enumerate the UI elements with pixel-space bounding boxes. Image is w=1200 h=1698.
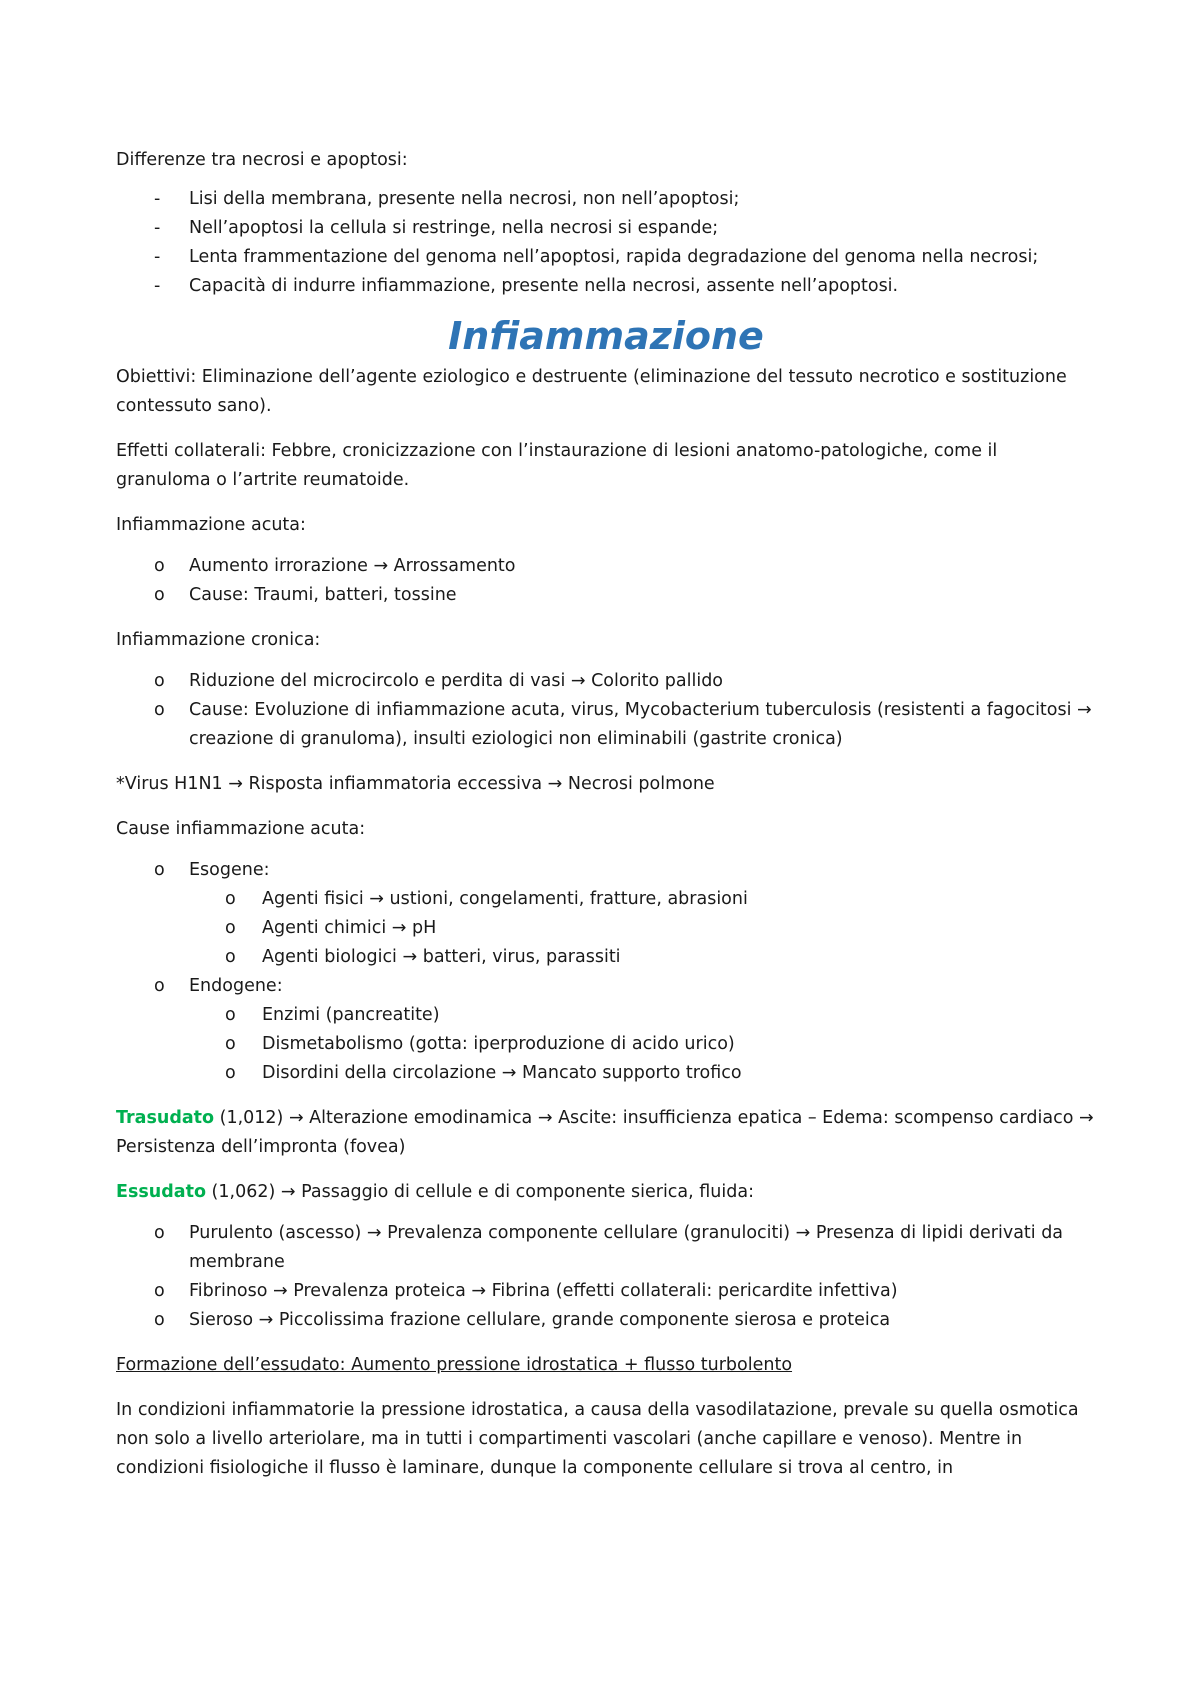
list-item (189, 1030, 1096, 1059)
cause-list (116, 856, 1096, 1088)
list-item-text: Riduzione del microcircolo e perdita di vasi → Colorito pallido (189, 671, 724, 691)
bullet-icon: o (225, 1005, 236, 1025)
page-title: Infiammazione (448, 314, 764, 358)
essudato-list (116, 1219, 1096, 1335)
cause-heading: Cause infiammazione acuta: (116, 819, 366, 839)
trasudato-paragraph (116, 1104, 1096, 1162)
list-item-text: Agenti chimici → pH (262, 918, 437, 938)
endogene-label: Endogene: (189, 976, 283, 996)
trasudato-label: Trasudato (116, 1108, 215, 1128)
virus-note: *Virus H1N1 → Risposta infiammatoria eccessiva → Necrosi polmone (116, 774, 715, 794)
acuta-list (116, 552, 1096, 610)
list-item: - Lenta frammentazione del genoma nell’apoptosi, rapida degradazione del genoma nella necrosi; (116, 243, 1096, 272)
essudato-paragraph (116, 1178, 1096, 1207)
document-page (116, 146, 1096, 1483)
obiettivi-paragraph: Obiettivi: Eliminazione dell’agente eziologico e destruente (eliminazione del tessuto necrotico e sostituzione contessuto sano). (116, 367, 1067, 416)
bullet-icon: o (154, 700, 165, 720)
bullet-icon: o (154, 556, 165, 576)
list-item: - Lisi della membrana, presente nella necrosi, non nell’apoptosi; (116, 185, 1096, 214)
list-item-endogene (116, 972, 1096, 1088)
cronica-list (116, 667, 1096, 754)
bullet-icon: o (154, 976, 165, 996)
bullet-icon: o (154, 1281, 165, 1301)
effetti-paragraph: Effetti collaterali: Febbre, cronicizzazione con l’instaurazione di lesioni anatomo-patologiche, come il granuloma o l’artrite reumatoide. (116, 441, 998, 490)
list-item (116, 667, 1096, 696)
list-item-text: Dismetabolismo (gotta: iperproduzione di acido urico) (262, 1034, 735, 1054)
list-item (189, 885, 1096, 914)
list-item-text: Enzimi (pancreatite) (262, 1005, 440, 1025)
list-item: - Nell’apoptosi la cellula si restringe, nella necrosi si espande; (116, 214, 1096, 243)
list-item-text: Agenti biologici → batteri, virus, parassiti (262, 947, 621, 967)
list-item: - Capacità di indurre infiammazione, presente nella necrosi, assente nell’apoptosi. (116, 272, 1096, 301)
intro-heading: Differenze tra necrosi e apoptosi: (116, 150, 408, 170)
list-item-esogene (116, 856, 1096, 972)
list-item (116, 1306, 1096, 1335)
bullet-icon: o (154, 860, 165, 880)
list-item (189, 1001, 1096, 1030)
esogene-list (189, 885, 1096, 972)
list-item-text: Fibrinoso → Prevalenza proteica → Fibrina (effetti collaterali: pericardite infettiva) (189, 1281, 898, 1301)
cronica-heading: Infiammazione cronica: (116, 630, 321, 650)
bullet-icon: o (225, 1034, 236, 1054)
formazione-paragraph: In condizioni infiammatorie la pressione idrostatica, a causa della vasodilatazione, prevale su quella osmotica non solo a livello arteriolare, ma in tutti i compartimenti vascolari (anche capillare e venoso). Mentre in condizioni fisiologiche il flusso è laminare, dunque la componente cellulare si trova al centro, in (116, 1400, 1079, 1478)
bullet-icon: o (154, 1223, 165, 1243)
list-item-text: Aumento irrorazione → Arrossamento (189, 556, 516, 576)
bullet-icon: o (225, 918, 236, 938)
list-item (116, 696, 1096, 754)
list-item-text: Purulento (ascesso) → Prevalenza componente cellulare (granulociti) → Presenza di lipidi derivati da membrane (189, 1223, 1064, 1272)
list-item (116, 1219, 1096, 1277)
list-item-text: Agenti fisici → ustioni, congelamenti, fratture, abrasioni (262, 889, 748, 909)
esogene-label: Esogene: (189, 860, 270, 880)
endogene-list (189, 1001, 1096, 1088)
trasudato-text: (1,012) → Alterazione emodinamica → Ascite: insufficienza epatica – Edema: scompenso cardiaco → Persistenza dell’impronta (fovea) (116, 1108, 1094, 1157)
list-item (189, 943, 1096, 972)
list-item (189, 1059, 1096, 1088)
list-item (116, 581, 1096, 610)
list-item-text: Cause: Evoluzione di infiammazione acuta, virus, Mycobacterium tuberculosis (resistenti a fagocitosi → creazione di granuloma), insulti eziologici non eliminabili (gastrite cronica) (189, 700, 1092, 749)
bullet-icon: o (225, 1063, 236, 1083)
bullet-icon: o (154, 1310, 165, 1330)
list-item (116, 552, 1096, 581)
list-item-text: Disordini della circolazione → Mancato supporto trofico (262, 1063, 742, 1083)
list-item-text: Cause: Traumi, batteri, tossine (189, 585, 457, 605)
acuta-heading: Infiammazione acuta: (116, 515, 306, 535)
bullet-icon: o (154, 585, 165, 605)
formazione-heading: Formazione dell’essudato: Aumento pressione idrostatica + flusso turbolento (116, 1355, 793, 1375)
essudato-text: (1,062) → Passaggio di cellule e di componente sierica, fluida: (205, 1182, 754, 1202)
bullet-icon: o (225, 947, 236, 967)
essudato-label: Essudato (116, 1182, 206, 1202)
list-item-text: Sieroso → Piccolissima frazione cellulare, grande componente sierosa e proteica (189, 1310, 891, 1330)
bullet-icon: o (154, 671, 165, 691)
list-item (116, 1277, 1096, 1306)
list-item (189, 914, 1096, 943)
bullet-icon: o (225, 889, 236, 909)
intro-list (116, 185, 1096, 301)
